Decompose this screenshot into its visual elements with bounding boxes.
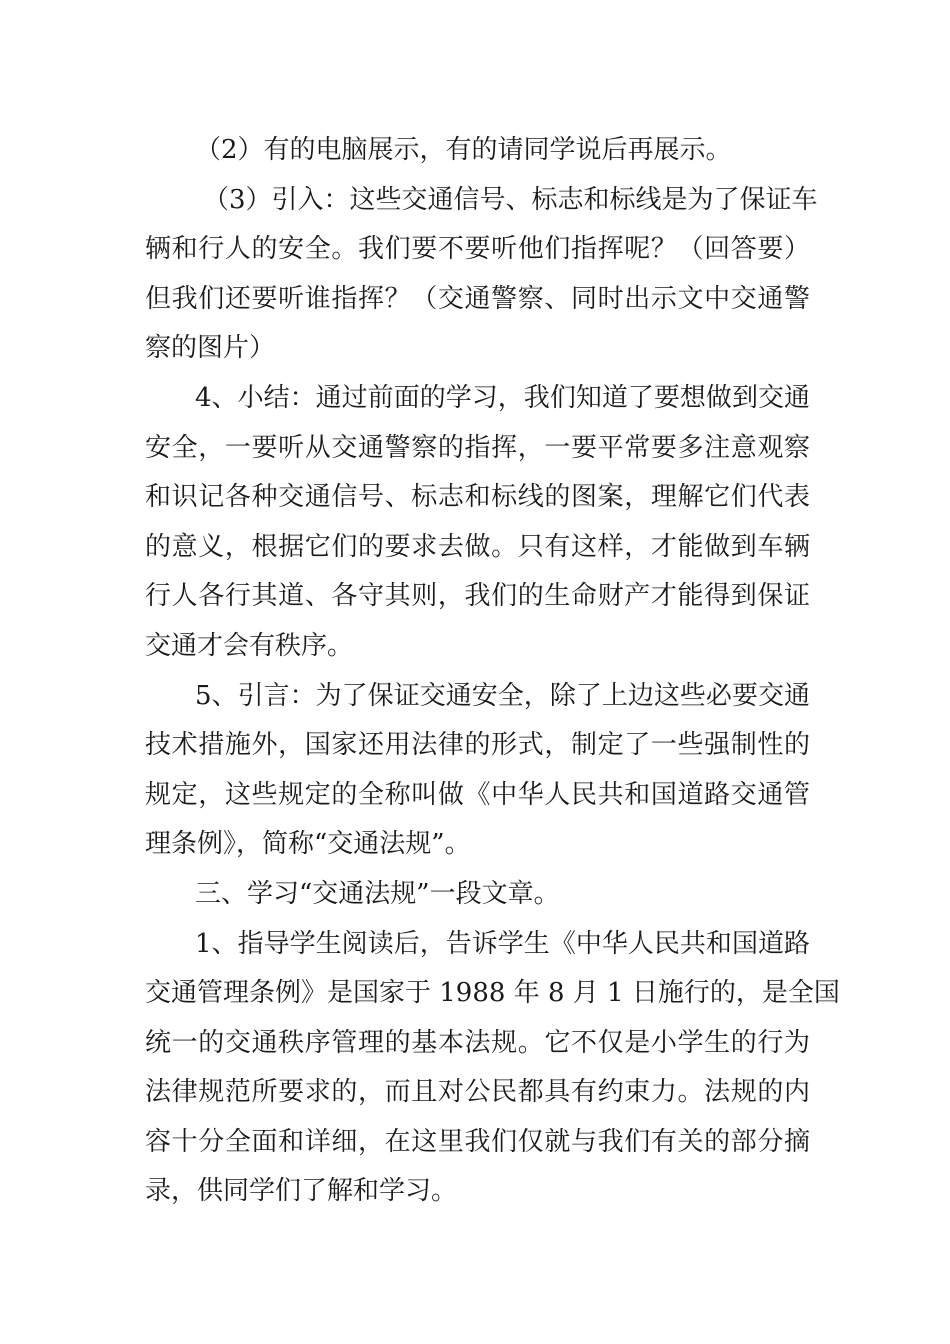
paragraph-line: （3）引入：这些交通信号、标志和标线是为了保证车 xyxy=(203,184,818,215)
paragraph-line: 察的图片） xyxy=(145,333,276,364)
paragraph-line: 辆和行人的安全。我们要不要听他们指挥呢？（回答要） xyxy=(145,234,810,265)
paragraph-line: 和识记各种交通信号、标志和标线的图案，理解它们代表 xyxy=(145,482,810,513)
paragraph-line: 的意义，根据它们的要求去做。只有这样，才能做到车辆 xyxy=(145,531,810,562)
paragraph-line: 容十分全面和详细，在这里我们仅就与我们有关的部分摘 xyxy=(145,1126,810,1157)
paragraph-line: 统一的交通秩序管理的基本法规。它不仅是小学生的行为 xyxy=(145,1027,810,1058)
paragraph-line: 技术措施外，国家还用法律的形式，制定了一些强制性的 xyxy=(145,730,810,761)
paragraph-line: 安全，一要听从交通警察的指挥，一要平常要多注意观察 xyxy=(145,432,810,463)
paragraph-line: 法律规范所要求的，而且对公民都具有约束力。法规的内 xyxy=(145,1077,810,1108)
paragraph-line: 规定，这些规定的全称叫做《中华人民共和国道路交通管 xyxy=(145,779,810,810)
paragraph-line: 但我们还要听谁指挥？（交通警察、同时出示文中交通警 xyxy=(145,283,810,314)
body-text xyxy=(145,126,840,1217)
paragraph-line: （2）有的电脑展示，有的请同学说后再展示。 xyxy=(195,135,732,165)
paragraph-line: 录，供同学们了解和学习。 xyxy=(145,1176,458,1207)
paragraph-line: 理条例》，简称“交通法规”。 xyxy=(145,829,471,860)
paragraph-line: 1、指导学生阅读后，告诉学生《中华人民共和国道路 xyxy=(195,928,810,959)
paragraph-line: 行人各行其道、各守其则，我们的生命财产才能得到保证 xyxy=(145,581,810,612)
paragraph-line: 交通才会有秩序。 xyxy=(145,630,354,661)
paragraph-line: 4、小结：通过前面的学习，我们知道了要想做到交通 xyxy=(195,382,810,413)
paragraph-line: 5、引言：为了保证交通安全，除了上边这些必要交通 xyxy=(195,680,810,711)
section-heading: 三、学习“交通法规”一段文章。 xyxy=(195,878,560,909)
paragraph-line: 交通管理条例》是国家于 1988 年 8 月 1 日施行的，是全国 xyxy=(145,978,840,1009)
